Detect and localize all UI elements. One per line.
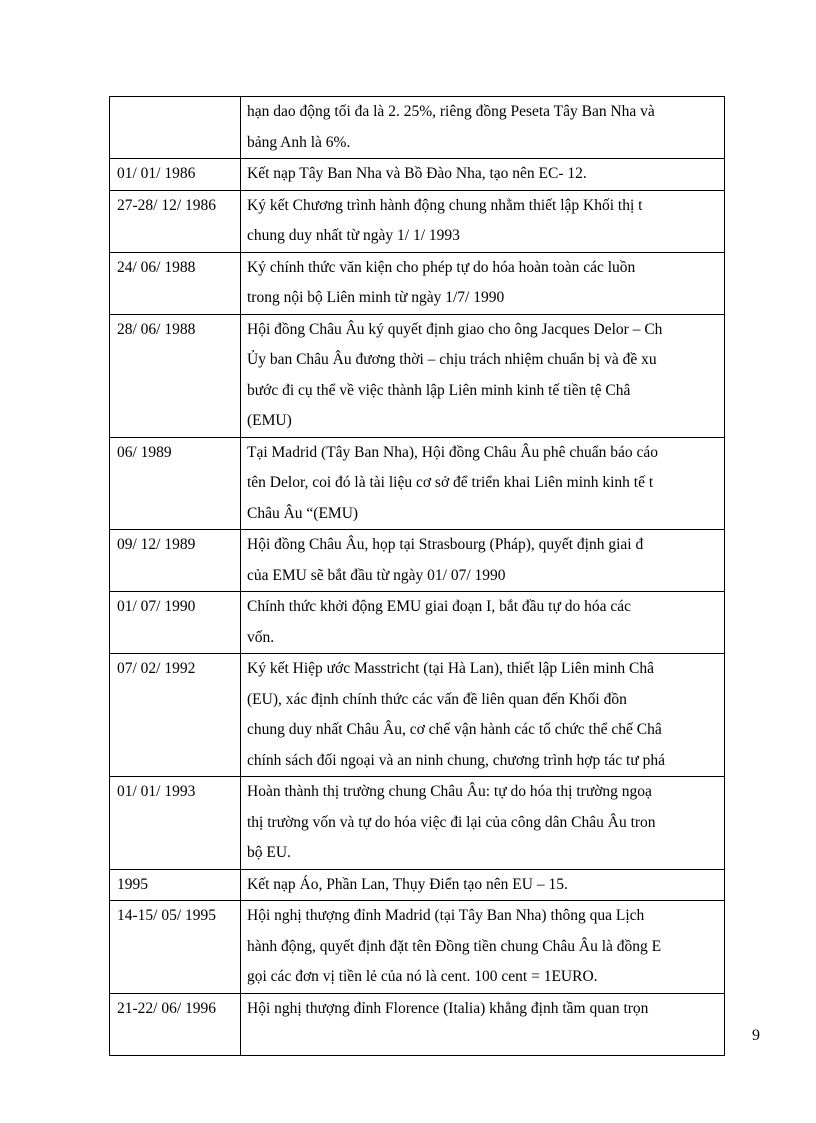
date-cell: 06/ 1989 — [110, 437, 241, 530]
event-cell — [241, 159, 726, 191]
date-cell: 01/ 01/ 1993 — [110, 777, 241, 870]
timeline-rows — [110, 97, 726, 1056]
event-line: Hội nghị thượng đỉnh Madrid (tại Tây Ban Nha) thông qua Lịch — [247, 907, 645, 924]
table-row — [110, 592, 726, 654]
event-cell — [241, 654, 726, 777]
date-cell: 24/ 06/ 1988 — [110, 252, 241, 314]
table-row — [110, 530, 726, 592]
event-line: Kết nạp Tây Ban Nha và Bồ Đào Nha, tạo nên EC- 12. — [247, 165, 587, 182]
table-row — [110, 190, 726, 252]
date-cell: 14-15/ 05/ 1995 — [110, 901, 241, 994]
event-cell — [241, 901, 726, 994]
date-cell — [110, 97, 241, 159]
event-line: Ký chính thức văn kiện cho phép tự do hóa hoàn toàn các luồn — [247, 258, 636, 276]
table-row — [110, 314, 726, 437]
event-cell — [241, 869, 726, 901]
event-line: chung duy nhất Châu Âu, cơ chế vận hành các tổ chức thể chế Châ — [247, 721, 662, 738]
date-cell: 07/ 02/ 1992 — [110, 654, 241, 777]
event-cell — [241, 97, 726, 159]
event-line: chung duy nhất từ ngày 1/ 1/ 1993 — [247, 227, 460, 244]
event-line: Chính thức khởi động EMU giai đoạn I, bắt đầu tự do hóa các — [247, 598, 632, 615]
table-row — [110, 993, 726, 1055]
event-line: Hội nghị thượng đỉnh Florence (Italia) khẳng định tầm quan trọn — [247, 999, 649, 1017]
date-cell: 21-22/ 06/ 1996 — [110, 993, 241, 1055]
event-line: tên Delor, coi đó là tài liệu cơ sở để triển khai Liên minh kinh tế t — [247, 474, 654, 491]
event-line: hạn dao động tối đa là 2. 25%, riêng đồng Peseta Tây Ban Nha và — [247, 103, 655, 120]
event-line: Châu Âu “(EMU) — [247, 504, 359, 522]
event-cell — [241, 777, 726, 870]
date-cell: 1995 — [110, 869, 241, 901]
event-cell — [241, 993, 726, 1055]
event-cell — [241, 437, 726, 530]
table-row — [110, 159, 726, 191]
event-line: (EMU) — [247, 412, 292, 429]
table-row — [110, 654, 726, 777]
table-row — [110, 901, 726, 994]
table-row — [110, 437, 726, 530]
event-line: thị trường vốn và tự do hóa việc đi lại của công dân Châu Âu tron — [247, 813, 656, 831]
date-cell: 01/ 07/ 1990 — [110, 592, 241, 654]
event-line: bộ EU. — [247, 844, 291, 861]
event-line: trong nội bộ Liên minh từ ngày 1/7/ 1990 — [247, 289, 505, 306]
event-cell — [241, 592, 726, 654]
date-cell: 01/ 01/ 1986 — [110, 159, 241, 191]
event-cell — [241, 314, 726, 437]
event-line: Hội đồng Châu Âu, họp tại Strasbourg (Pháp), quyết định giai đ — [247, 536, 644, 553]
date-cell: 27-28/ 12/ 1986 — [110, 190, 241, 252]
event-cell — [241, 530, 726, 592]
event-line: vốn. — [247, 628, 275, 646]
event-line: Ủy ban Châu Âu đương thời – chịu trách nhiệm chuẩn bị và đề xu — [247, 351, 657, 368]
date-cell: 28/ 06/ 1988 — [110, 314, 241, 437]
timeline-table-container — [109, 96, 725, 1056]
event-line: (EU), xác định chính thức các vấn đề liên quan đến Khối đồn — [247, 690, 627, 708]
event-line: bảng Anh là 6%. — [247, 133, 351, 151]
event-line — [247, 1024, 725, 1055]
event-line: Ký kết Chương trình hành động chung nhằm thiết lập Khối thị t — [247, 196, 643, 214]
event-line: Tại Madrid (Tây Ban Nha), Hội đồng Châu Âu phê chuẩn báo cáo — [247, 443, 659, 461]
event-cell — [241, 190, 726, 252]
table-row — [110, 97, 726, 159]
table-row — [110, 252, 726, 314]
event-line: gọi các đơn vị tiền lẻ của nó là cent. 100 cent = 1EURO. — [247, 968, 598, 985]
event-line: Hoàn thành thị trường chung Châu Âu: tự do hóa thị trường ngoạ — [247, 783, 652, 800]
event-line: Ký kết Hiệp ước Masstricht (tại Hà Lan), thiết lập Liên minh Châ — [247, 660, 655, 677]
event-cell — [241, 252, 726, 314]
table-row — [110, 869, 726, 901]
event-line: Hội đồng Châu Âu ký quyết định giao cho ông Jacques Delor – Ch — [247, 320, 663, 338]
event-line: Kết nạp Áo, Phần Lan, Thụy Điển tạo nên EU – 15. — [247, 875, 568, 893]
timeline-table — [109, 96, 725, 1056]
event-line: hành động, quyết định đặt tên Đồng tiền chung Châu Âu là đồng E — [247, 937, 662, 955]
event-line: của EMU sẽ bắt đầu từ ngày 01/ 07/ 1990 — [247, 566, 506, 584]
page-number: 9 — [752, 1027, 760, 1044]
table-row — [110, 777, 726, 870]
event-line: bước đi cụ thể về việc thành lập Liên minh kinh tế tiền tệ Châ — [247, 381, 631, 399]
event-line: chính sách đối ngoại và an ninh chung, chương trình hợp tác tư phá — [247, 751, 666, 769]
date-cell: 09/ 12/ 1989 — [110, 530, 241, 592]
